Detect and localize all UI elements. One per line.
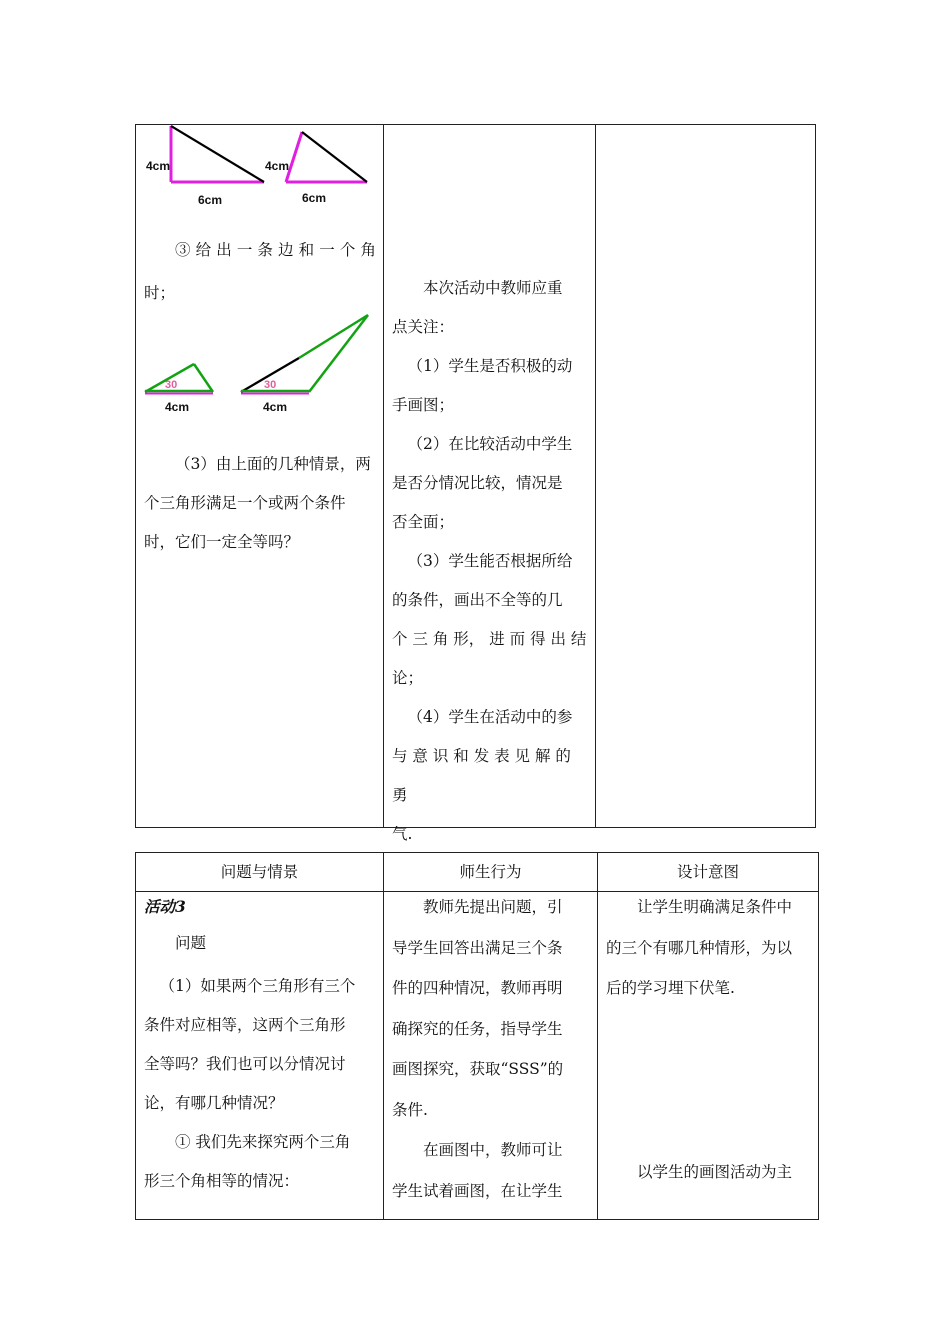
cell-activity-3-problem	[144, 895, 378, 1201]
question-3-line-1: （3）由上面的几种情景，两	[175, 455, 371, 473]
triangle-d-right-side	[309, 315, 368, 392]
triangle-d-angle-label: 30	[264, 379, 277, 391]
header-teacher-student-behavior: 师生行为	[459, 863, 522, 881]
focus-line-13: 与 意 识 和 发 表 见 解 的 勇	[392, 747, 571, 804]
behavior-line-1: 教师先提出问题，引	[423, 898, 563, 916]
triangle-a-hypotenuse	[171, 126, 264, 182]
behavior-line-3: 件的四种情况，教师再明	[392, 979, 563, 997]
problem-line-3: 全等吗？我们也可以分情况讨	[144, 1055, 346, 1073]
cell-problem-scenario	[136, 125, 383, 827]
figure-triangles-side-angle	[136, 305, 383, 415]
column-divider	[383, 853, 384, 1219]
focus-line-6: 是否分情况比较，情况是	[392, 474, 563, 492]
problem-label: 问题	[175, 934, 207, 952]
item-3-line-1: ③ 给 出 一 条 边 和 一 个 角	[175, 241, 376, 259]
question-3-line-3: 时，它们一定全等吗？	[144, 533, 300, 551]
table-activity-3	[135, 852, 819, 1220]
triangle-b-top	[302, 132, 367, 182]
table-continued	[135, 124, 816, 843]
cell-design-intent-empty	[596, 125, 815, 827]
triangle-b-side-label: 4cm	[265, 159, 290, 173]
triangle-b-side	[286, 132, 302, 182]
triangle-d-base-label: 4cm	[263, 400, 288, 414]
header-design-intent: 设计意图	[676, 863, 739, 881]
triangles-sides-svg	[136, 125, 383, 215]
behavior-line-4: 确探究的任务，指导学生	[392, 1019, 563, 1038]
item-3-line-2: 时；	[144, 284, 176, 302]
question-3-line-2: 个三角形满足一个或两个条件	[144, 494, 346, 512]
triangle-a-side-label: 4cm	[146, 159, 171, 173]
focus-line-12: （4）学生在活动中的参	[407, 708, 573, 726]
question-3-text	[144, 445, 376, 562]
focus-line-1: 本次活动中教师应重	[423, 279, 563, 297]
problem-line-1: （1）如果两个三角形有三个	[159, 977, 356, 995]
cell-activity-3-intent	[606, 887, 814, 1009]
cell-teacher-focus	[392, 269, 588, 854]
focus-line-3: （1）学生是否积极的动	[407, 357, 573, 375]
intent-line-1: 让学生明确满足条件中	[637, 898, 793, 916]
focus-line-4: 手画图；	[392, 396, 455, 414]
problem-line-4: 论，有哪几种情况？	[144, 1094, 284, 1112]
focus-line-11: 论；	[392, 669, 424, 687]
header-problem-scenario: 问题与情景	[220, 863, 299, 881]
behavior-line-5: 画图探究，获取“SSS”的	[392, 1060, 564, 1078]
cell-activity-3-intent-2	[606, 1153, 814, 1192]
focus-line-5: （2）在比较活动中学生	[407, 435, 573, 453]
problem-line-2: 条件对应相等，这两个三角形	[144, 1016, 346, 1034]
behavior-line-8: 学生试着画图，在让学生	[392, 1181, 563, 1200]
triangle-c-angle-label: 30	[165, 379, 178, 391]
cell-activity-3-behavior	[392, 887, 591, 1211]
intent-line-3: 后的学习埋下伏笔.	[606, 979, 735, 997]
intent-line-4: 以学生的画图活动为主	[637, 1163, 793, 1181]
figure-triangles-two-sides	[136, 125, 383, 215]
focus-line-8: （3）学生能否根据所给	[407, 552, 573, 570]
problem-line-6: 形三个角相等的情况：	[144, 1172, 300, 1190]
problem-line-5: ① 我们先来探究两个三角	[175, 1133, 351, 1151]
focus-line-14: 气.	[392, 825, 413, 843]
triangle-c-right-side	[194, 364, 213, 392]
triangle-d-long-side-green	[299, 315, 368, 358]
triangle-b-base-label: 6cm	[302, 191, 327, 205]
behavior-line-7: 在画图中，教师可让	[423, 1141, 563, 1159]
triangle-a-base-label: 6cm	[198, 193, 223, 207]
focus-line-2: 点关注：	[392, 318, 455, 336]
focus-line-10: 个 三 角 形， 进 而 得 出 结	[392, 630, 587, 648]
behavior-line-2: 导学生回答出满足三个条	[392, 938, 563, 957]
column-divider	[597, 853, 598, 1219]
triangles-angle-svg	[136, 305, 383, 415]
focus-line-9: 的条件，画出不全等的几	[392, 591, 563, 609]
focus-line-7: 否全面；	[392, 513, 455, 531]
behavior-line-6: 条件.	[392, 1100, 428, 1119]
column-divider	[383, 125, 384, 827]
activity-title: 活动3	[144, 897, 186, 916]
triangle-c-base-label: 4cm	[165, 400, 190, 414]
intent-line-2: 的三个有哪几种情形，为以	[606, 938, 793, 957]
item-3-text	[144, 231, 376, 313]
